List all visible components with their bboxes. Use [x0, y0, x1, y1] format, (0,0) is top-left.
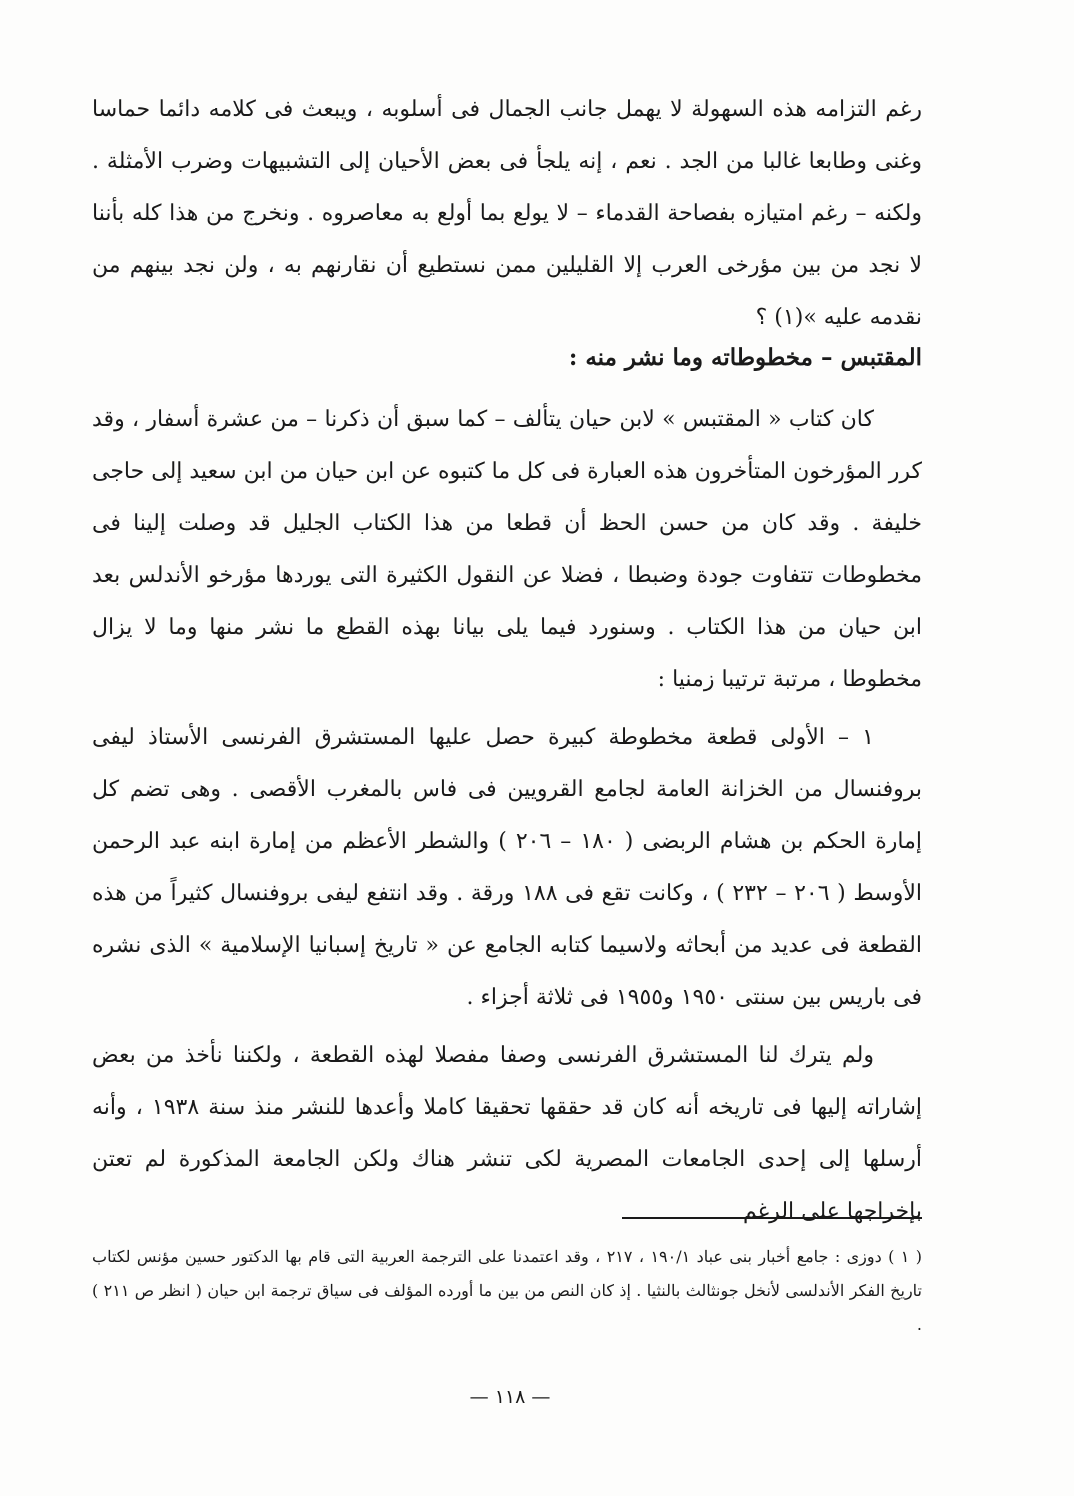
intro-paragraph: رغم التزامه هذه السهولة لا يهمل جانب الجمال فى أسلوبه ، ويبعث فى كلامه دائما حماسا وغنى وطابعا غالبا من الجد . نعم ، إنه يلجأ فى بعض الأحيان إلى التشبيهات وضرب الأمثلة . ولكنه – رغم امتيازه بفصاحة القدماء – لا يولع بما أولع به معاصروه . ونخرج من هذا كله بأننا لا نجد من بين مؤرخى العرب إلا القليلين ممن نستطيع أن نقارنهم به ، ولن نجد بينهم من نقدمه عليه »(١) ؟ [92, 97, 922, 330]
page-number: — ١١٨ — [469, 1386, 551, 1408]
paragraph-1: كان كتاب « المقتبس » لابن حيان يتألف – كما سبق أن ذكرنا – من عشرة أسفار ، وقد كرر المؤرخون المتأخرون هذه العبارة فى كل ما كتبوه عن ابن حيان من ابن سعيد إلى حاجى خليفة . وقد كان من حسن الحظ أن قطعا من هذا الكتاب الجليل قد وصلت إلينا فى مخطوطات تتفاوت جودة وضبطا ، فضلا عن النقول الكثيرة التى يوردها مؤرخو الأندلس بعد ابن حيان من هذا الكتاب . وسنورد فيما يلى بيانا بهذه القطع ما نشر منها وما لا يزال مخطوطا ، مرتبة ترتيبا زمنيا : [92, 407, 922, 692]
section-heading: المقتبس – مخطوطاته وما نشر منه : [568, 344, 922, 371]
paragraph-2-block [92, 712, 922, 1024]
paragraph-1-block [92, 394, 922, 706]
paragraph-3: ولم يترك لنا المستشرق الفرنسى وصفا مفصلا لهذه القطعة ، ولكننا نأخذ من بعض إشاراته إليها فى تاريخه أنه كان قد حققها تحقيقا كاملا وأعدها للنشر منذ سنة ١٩٣٨ ، وأنه أرسلها إلى إحدى الجامعات المصرية لكى تنشر هناك ولكن الجامعة المذكورة لم تعتن بإخراجها على الرغم [92, 1043, 922, 1224]
paragraph-2: ١ – الأولى قطعة مخطوطة كبيرة حصل عليها المستشرق الفرنسى الأستاذ ليفى بروفنسال من الخزانة العامة لجامع القرويين فى فاس بالمغرب الأقصى . وهى تضم كل إمارة الحكم بن هشام الربضى ( ١٨٠ – ٢٠٦ ) والشطر الأعظم من إمارة ابنه عبد الرحمن الأوسط ( ٢٠٦ – ٢٣٢ ) ، وكانت تقع فى ١٨٨ ورقة . وقد انتفع ليفى بروفنسال كثيراً من هذه القطعة فى عديد من أبحاثه ولاسيما كتابه الجامع عن « تاريخ إسبانيا الإسلامية » الذى نشره فى باريس بين سنتى ١٩٥٠ و١٩٥٥ فى ثلاثة أجزاء . [92, 725, 923, 1010]
intro-paragraph-block [92, 84, 922, 344]
footnote-divider [622, 1217, 922, 1219]
footnote: ( ١ ) دوزى : جامع أخبار بنى عباد ١٩٠/١ ، ٢١٧ ، وقد اعتمدنا على الترجمة العربية التى قام بها الدكتور حسين مؤنس لكتاب تاريخ الفكر الأندلسى لأنخل جونثالث بالنثيا . إذ كان النص من بين ما أورده المؤلف فى سياق ترجمة ابن حيان ( انظر ص ٢١١ ) . [92, 1247, 923, 1334]
paragraph-3-block [92, 1030, 922, 1238]
